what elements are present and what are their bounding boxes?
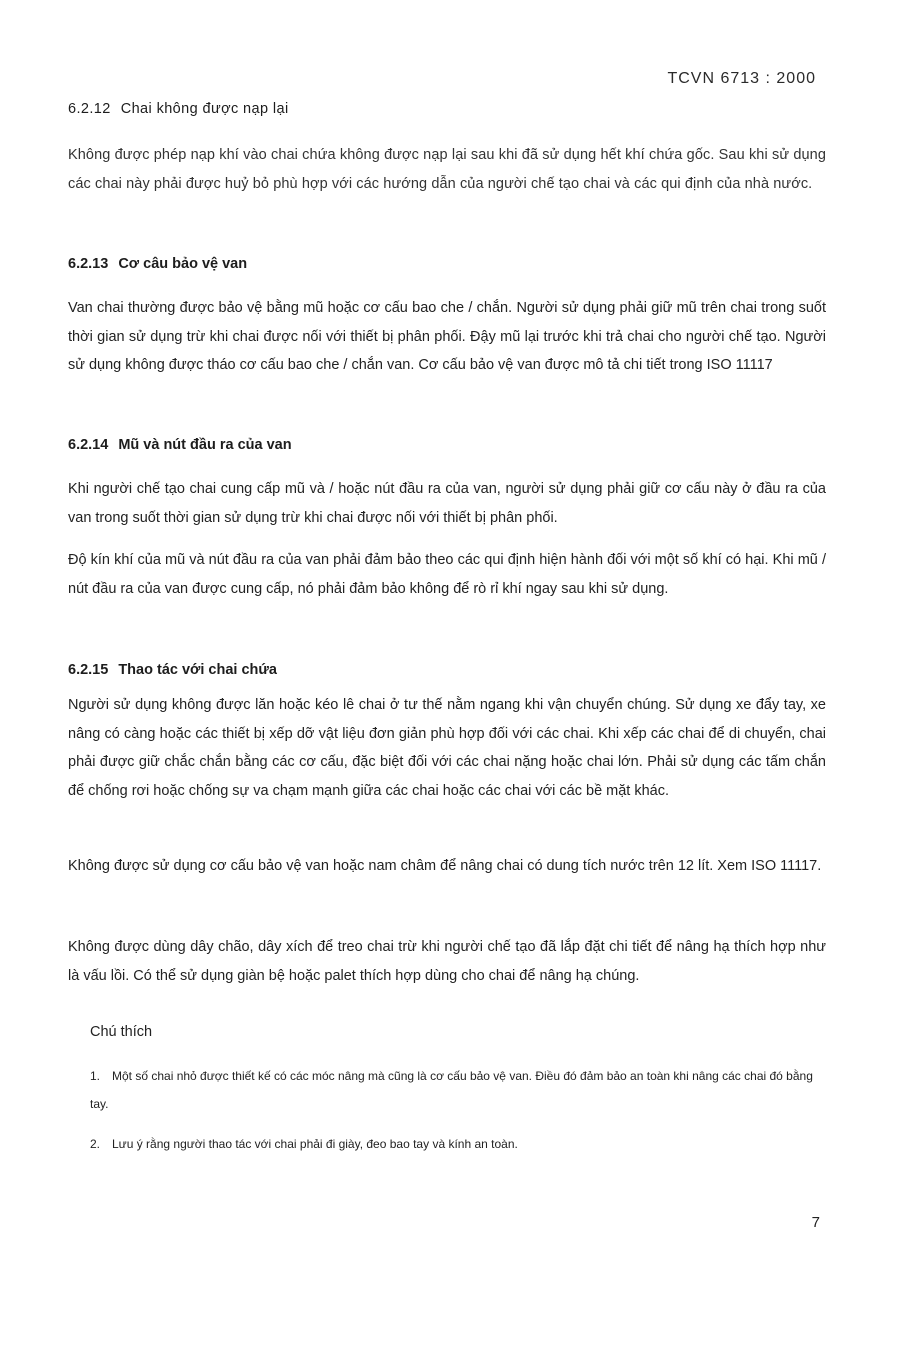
section-number: 6.2.15 xyxy=(68,662,109,678)
section-paragraph: Khi người chế tạo chai cung cấp mũ và / hoặc nút đầu ra của van, người sử dụng phải giữ cơ cấu này ở đầu ra của van trong suốt thời gian sử dụng trừ khi chai được nối với thiết bị phân phối. xyxy=(68,481,826,526)
section-number: 6.2.13 xyxy=(68,256,109,272)
page-number: 7 xyxy=(811,1214,820,1231)
section-number: 6.2.14 xyxy=(68,437,109,453)
note-text: Một số chai nhỏ được thiết kế có các móc nâng mà cũng là cơ cấu bảo vệ van. Điều đó đảm bảo an toàn khi nâng các chai đó bằng tay. xyxy=(90,1069,813,1111)
note-item xyxy=(90,1062,826,1118)
note-number: 2. xyxy=(90,1137,101,1151)
section-paragraph: Độ kín khí của mũ và nút đầu ra của van phải đảm bảo theo các qui định hiện hành đối với một số khí có hại. Khi mũ / nút đầu ra của van được cung cấp, nó phải đảm bảo không để rò rỉ khí ngay sau khi sử dụng. xyxy=(68,552,826,597)
section-heading-6-2-12 xyxy=(68,101,289,117)
section-paragraph: Không được dùng dây chão, dây xích để treo chai trừ khi người chế tạo đã lắp đặt chi tiết để nâng hạ thích hợp như là vấu lồi. Có thể sử dụng giàn bệ hoặc palet thích hợp dùng cho chai để nâng hạ chúng. xyxy=(68,939,826,984)
note-item xyxy=(90,1130,826,1158)
standard-code: TCVN 6713 : 2000 xyxy=(667,70,816,87)
section-number: 6.2.12 xyxy=(68,101,111,117)
section-title: Thao tác với chai chứa xyxy=(118,662,277,678)
section-title: Mũ và nút đầu ra của van xyxy=(118,437,292,453)
note-text: Lưu ý rằng người thao tác với chai phải đi giày, đeo bao tay và kính an toàn. xyxy=(112,1137,518,1151)
section-paragraph: Không được sử dụng cơ cấu bảo vệ van hoặc nam châm để nâng chai có dung tích nước trên 12 lít. Xem ISO 11117. xyxy=(68,858,822,874)
section-heading-6-2-15 xyxy=(68,662,277,678)
section-paragraph: Người sử dụng không được lăn hoặc kéo lê chai ở tư thế nằm ngang khi vận chuyển chúng. Sử dụng xe đẩy tay, xe nâng có càng hoặc các thiết bị xếp dỡ vật liệu đơn giản phù hợp đối với các chai. Khi xếp các chai để di chuyển, chai phải được giữ chắc chắn bằng các cơ cấu, đặc biệt đối với các chai nặng hoặc chai lớn. Phải sử dụng các tấm chắn để chống rơi hoặc chống sự va chạm mạnh giữa các chai hoặc các chai với các bề mặt khác. xyxy=(68,697,826,799)
section-paragraph: Không được phép nạp khí vào chai chứa không được nạp lại sau khi đã sử dụng hết khí chứa gốc. Sau khi sử dụng các chai này phải được huỷ bỏ phù hợp với các hướng dẫn của người chế tạo chai và các qui định của nhà nước. xyxy=(68,147,826,192)
section-title: Cơ câu bảo vệ van xyxy=(118,256,248,272)
note-number: 1. xyxy=(90,1069,101,1083)
notes-title: Chú thích xyxy=(90,1024,153,1040)
section-heading-6-2-13 xyxy=(68,256,247,272)
section-paragraph: Van chai thường được bảo vệ bằng mũ hoặc cơ cấu bao che / chắn. Người sử dụng phải giữ mũ trên chai trong suốt thời gian sử dụng trừ khi chai được nối với thiết bị phân phối. Đậy mũ lại trước khi trả chai cho người chế tạo. Người sử dụng không được tháo cơ cấu bao che / chắn van. Cơ cấu bảo vệ van được mô tả chi tiết trong ISO 11117 xyxy=(68,300,826,373)
section-title: Chai không được nạp lại xyxy=(120,101,289,117)
section-heading-6-2-14 xyxy=(68,437,292,453)
